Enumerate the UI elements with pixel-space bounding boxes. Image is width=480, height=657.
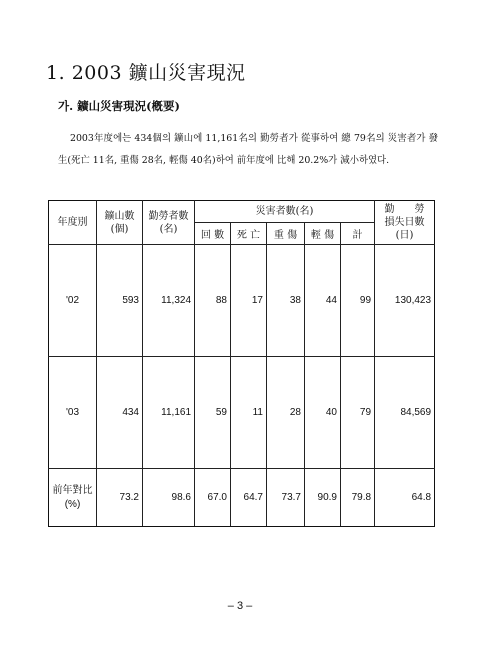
cell-count: 67.0 [195, 469, 231, 527]
cell-minor: 40 [305, 357, 341, 469]
cell-mines: 593 [97, 245, 143, 357]
subheader-total: 計 [341, 223, 375, 245]
page-number: – 3 – [227, 600, 253, 612]
cell-mines: 73.2 [97, 469, 143, 527]
cell-count: 88 [195, 245, 231, 357]
table-row [49, 469, 435, 527]
row-year: 前年對比 (%) [49, 469, 97, 527]
header-mines: 鑛山數 (個) [97, 201, 143, 245]
heading-number: 1. [46, 62, 66, 84]
section-label: 가. 鑛山災害現況(槪要) [58, 99, 180, 113]
subheader-count: 回 數 [195, 223, 231, 245]
row-year: '03 [49, 357, 97, 469]
cell-serious: 28 [267, 357, 305, 469]
cell-lost-days: 130,423 [375, 245, 435, 357]
subheader-serious: 重 傷 [267, 223, 305, 245]
heading-title: 2003 鑛山災害現況 [71, 62, 246, 84]
cell-serious: 73.7 [267, 469, 305, 527]
cell-lost-days: 84,569 [375, 357, 435, 469]
subheader-death: 死 亡 [231, 223, 267, 245]
cell-workers: 11,161 [143, 357, 195, 469]
header-year: 年度別 [49, 201, 97, 245]
cell-death: 17 [231, 245, 267, 357]
header-casualties: 災害者數(名) [195, 201, 375, 223]
cell-workers: 98.6 [143, 469, 195, 527]
cell-workers: 11,324 [143, 245, 195, 357]
table-row [49, 357, 435, 469]
cell-total: 79 [341, 357, 375, 469]
page-heading [46, 58, 246, 85]
header-lost-days: 勤 勞 損失日數 (日) [375, 201, 435, 245]
cell-lost-days: 64.8 [375, 469, 435, 527]
row-year: '02 [49, 245, 97, 357]
summary-paragraph: 2003年度에는 434個의 鑛山에 11,161名의 勤勞者가 從事하여 總 79名의 災害者가 發生(死亡 11名, 重傷 28名, 輕傷 40名)하여 前年度에 比해 20.2%가 減小하였다. [58, 133, 438, 166]
cell-total: 99 [341, 245, 375, 357]
cell-mines: 434 [97, 357, 143, 469]
cell-minor: 90.9 [305, 469, 341, 527]
subheader-minor: 輕 傷 [305, 223, 341, 245]
cell-death: 64.7 [231, 469, 267, 527]
cell-count: 59 [195, 357, 231, 469]
cell-total: 79.8 [341, 469, 375, 527]
header-workers: 勤勞者數 (名) [143, 201, 195, 245]
cell-serious: 38 [267, 245, 305, 357]
cell-death: 11 [231, 357, 267, 469]
table-row [49, 245, 435, 357]
casualty-table [48, 200, 435, 527]
cell-minor: 44 [305, 245, 341, 357]
